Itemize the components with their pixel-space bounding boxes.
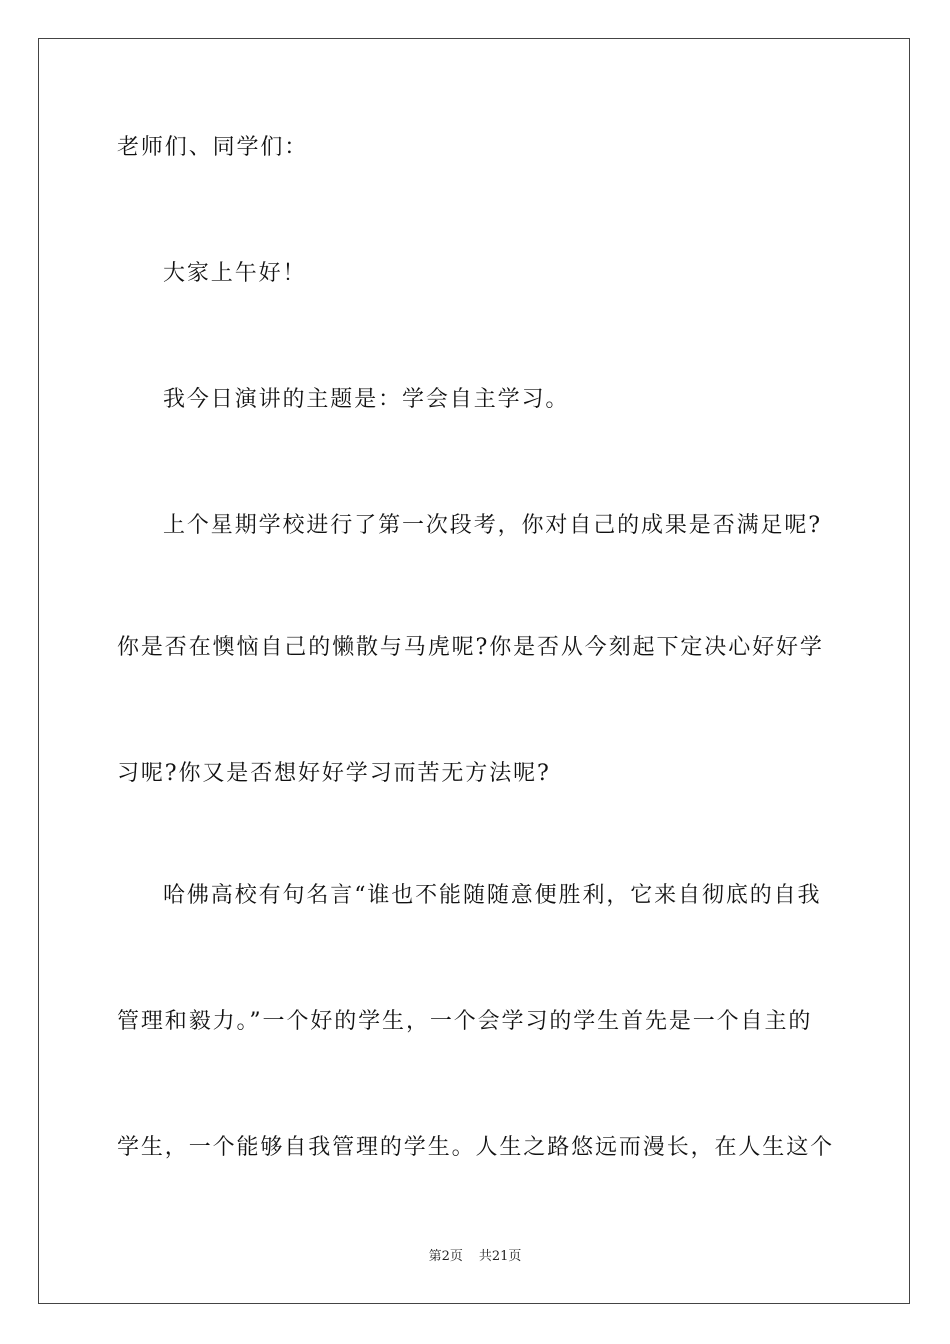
total-pages: 共21页: [478, 1249, 522, 1264]
paragraph-line: 管理和毅力。”一个好的学生，一个会学习的学生首先是一个自主的: [117, 1009, 813, 1034]
paragraph-line: 习呢?你又是否想好好学习而苦无方法呢?: [117, 761, 551, 786]
paragraph-line: 学生，一个能够自我管理的学生。人生之路悠远而漫长，在人生这个: [117, 1135, 835, 1160]
page-footer: [0, 1248, 950, 1266]
page-border: [38, 38, 910, 1304]
greeting-line: 大家上午好！: [163, 261, 307, 286]
paragraph-line: 哈佛高校有句名言“谁也不能随随意便胜利，它来自彻底的自我: [163, 883, 822, 908]
salutation-line: 老师们、同学们：: [117, 135, 309, 160]
paragraph-line: 上个星期学校进行了第一次段考，你对自己的成果是否满足呢?: [163, 513, 822, 538]
paragraph-line: 你是否在懊恼自己的懒散与马虎呢?你是否从今刻起下定决心好好学: [117, 635, 824, 660]
page-number: 第2页: [428, 1249, 463, 1264]
topic-line: 我今日演讲的主题是：学会自主学习。: [163, 387, 570, 412]
